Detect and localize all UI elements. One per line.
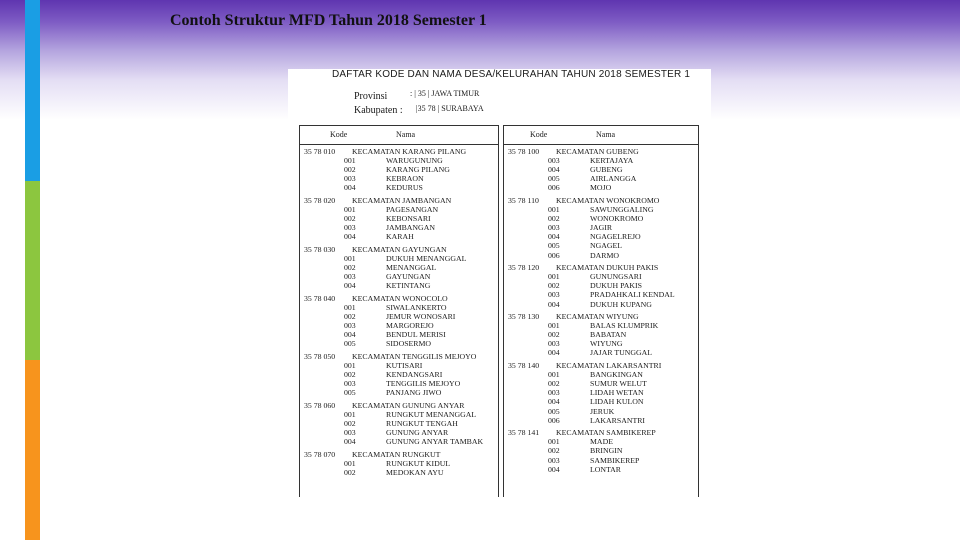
kecamatan-name: KECAMATAN GUNUNG ANYAR bbox=[352, 400, 465, 410]
village-code: 002 bbox=[344, 370, 356, 380]
village-row bbox=[300, 165, 498, 174]
village-name: SAWUNGGALING bbox=[590, 205, 654, 215]
village-row bbox=[504, 272, 698, 281]
village-name: SAMBIKEREP bbox=[590, 455, 640, 465]
village-row bbox=[504, 223, 698, 232]
village-name: MADE bbox=[590, 437, 613, 447]
village-code: 003 bbox=[548, 156, 560, 166]
village-row bbox=[504, 370, 698, 379]
village-row bbox=[504, 330, 698, 339]
kecamatan-row bbox=[300, 401, 498, 410]
village-code: 002 bbox=[548, 379, 560, 389]
village-code: 001 bbox=[548, 205, 560, 215]
kecamatan-row bbox=[300, 245, 498, 254]
village-row bbox=[504, 339, 698, 348]
village-row bbox=[504, 379, 698, 388]
nama-header: Nama bbox=[596, 130, 616, 139]
village-code: 004 bbox=[344, 183, 356, 193]
kecamatan-code: 35 78 141 bbox=[508, 428, 540, 438]
village-row bbox=[300, 428, 498, 437]
village-code: 002 bbox=[548, 330, 560, 340]
village-name: KEBONSARI bbox=[386, 214, 431, 224]
village-name: JEMUR WONOSARI bbox=[386, 312, 456, 322]
village-name: BENDUL MERISI bbox=[386, 330, 446, 340]
village-code: 006 bbox=[548, 415, 560, 425]
kecamatan-row bbox=[504, 428, 698, 437]
village-code: 005 bbox=[548, 241, 560, 251]
village-row bbox=[504, 300, 698, 309]
kecamatan-name: KECAMATAN TENGGILIS MEJOYO bbox=[352, 351, 477, 361]
village-row bbox=[504, 241, 698, 250]
kecamatan-name: KECAMATAN DUKUH PAKIS bbox=[556, 263, 659, 273]
village-code: 004 bbox=[344, 437, 356, 447]
village-row bbox=[300, 388, 498, 397]
village-row bbox=[504, 437, 698, 446]
village-code: 002 bbox=[344, 419, 356, 429]
kecamatan-name: KECAMATAN KARANG PILANG bbox=[352, 147, 467, 156]
village-code: 003 bbox=[548, 339, 560, 349]
kecamatan-code: 35 78 010 bbox=[304, 147, 336, 156]
village-row bbox=[300, 468, 498, 477]
village-code: 001 bbox=[344, 303, 356, 312]
village-code: 001 bbox=[344, 459, 356, 468]
village-row bbox=[300, 312, 498, 321]
village-name: RUNGKUT MENANGGAL bbox=[386, 410, 477, 420]
village-code: 003 bbox=[548, 455, 560, 465]
village-name: SUMUR WELUT bbox=[590, 379, 647, 389]
village-code: 003 bbox=[344, 174, 356, 184]
village-row bbox=[504, 348, 698, 357]
village-code: 003 bbox=[344, 223, 356, 233]
kabupaten-value: |35 78 | SURABAYA bbox=[416, 104, 484, 113]
village-code: 002 bbox=[344, 312, 356, 322]
village-row bbox=[300, 419, 498, 428]
kecamatan-code: 35 78 100 bbox=[508, 147, 540, 156]
village-name: DUKUH PAKIS bbox=[590, 281, 642, 291]
village-name: DUKUH KUPANG bbox=[590, 299, 652, 309]
village-row bbox=[300, 321, 498, 330]
document-heading: DAFTAR KODE DAN NAMA DESA/KELURAHAN TAHUN 2018 SEMESTER 1 bbox=[332, 69, 691, 80]
village-name: KARAH bbox=[386, 232, 414, 242]
village-code: 005 bbox=[548, 406, 560, 416]
kecamatan-row bbox=[300, 450, 498, 459]
village-name: SIDOSERMO bbox=[386, 339, 432, 349]
village-row bbox=[300, 272, 498, 281]
village-code: 002 bbox=[548, 281, 560, 291]
kecamatan-code: 35 78 020 bbox=[304, 195, 336, 205]
kecamatan-code: 35 78 070 bbox=[304, 449, 336, 459]
village-code: 004 bbox=[548, 299, 560, 309]
village-code: 004 bbox=[548, 397, 560, 407]
village-code: 003 bbox=[344, 321, 356, 331]
village-name: AIRLANGGA bbox=[590, 174, 637, 184]
kecamatan-row bbox=[300, 294, 498, 303]
right-column bbox=[503, 125, 699, 497]
village-row bbox=[300, 361, 498, 370]
village-row bbox=[504, 456, 698, 465]
document-image bbox=[288, 69, 711, 497]
village-name: JAMBANGAN bbox=[386, 223, 435, 233]
provinsi-value: : | 35 | JAWA TIMUR bbox=[410, 89, 480, 98]
village-name: MEDOKAN AYU bbox=[386, 468, 444, 478]
kecamatan-code: 35 78 130 bbox=[508, 312, 540, 322]
village-name: KUTISARI bbox=[386, 361, 423, 371]
village-name: KERTAJAYA bbox=[590, 156, 634, 166]
village-row bbox=[300, 437, 498, 446]
village-row bbox=[504, 388, 698, 397]
village-row bbox=[300, 214, 498, 223]
village-code: 002 bbox=[344, 214, 356, 224]
village-name: DARMO bbox=[590, 250, 620, 260]
village-row bbox=[300, 330, 498, 339]
accent-stripe-green bbox=[25, 181, 40, 360]
kecamatan-code: 35 78 040 bbox=[304, 293, 336, 303]
village-name: JERUK bbox=[590, 406, 615, 416]
village-name: MENANGGAL bbox=[386, 263, 437, 273]
village-code: 001 bbox=[344, 156, 356, 166]
kecamatan-row bbox=[504, 263, 698, 272]
village-name: PANJANG JIWO bbox=[386, 388, 442, 398]
accent-stripe-blue bbox=[25, 0, 40, 181]
village-row bbox=[300, 339, 498, 348]
village-row bbox=[300, 263, 498, 272]
village-row bbox=[504, 407, 698, 416]
village-row bbox=[300, 410, 498, 419]
village-name: KARANG PILANG bbox=[386, 165, 450, 175]
village-row bbox=[504, 446, 698, 455]
village-row bbox=[504, 183, 698, 192]
village-code: 003 bbox=[548, 290, 560, 300]
village-code: 004 bbox=[344, 232, 356, 242]
kecamatan-code: 35 78 030 bbox=[304, 244, 336, 254]
village-name: BANGKINGAN bbox=[590, 370, 643, 380]
village-name: BABATAN bbox=[590, 330, 627, 340]
village-name: GUBENG bbox=[590, 165, 623, 175]
village-row bbox=[300, 254, 498, 263]
kecamatan-code: 35 78 140 bbox=[508, 361, 540, 371]
kecamatan-name: KECAMATAN GUBENG bbox=[556, 147, 639, 156]
village-code: 001 bbox=[548, 321, 560, 331]
village-name: LAKARSANTRI bbox=[590, 415, 646, 425]
village-name: MOJO bbox=[590, 183, 612, 193]
village-name: WIYUNG bbox=[590, 339, 623, 349]
village-row bbox=[300, 281, 498, 290]
right-column-rows bbox=[504, 147, 698, 474]
village-code: 002 bbox=[344, 165, 356, 175]
village-code: 002 bbox=[344, 468, 356, 478]
village-code: 004 bbox=[548, 464, 560, 474]
slide-title: Contoh Struktur MFD Tahun 2018 Semester 1 bbox=[170, 12, 487, 29]
village-name: PAGESANGAN bbox=[386, 205, 439, 215]
village-code: 004 bbox=[344, 281, 356, 291]
village-code: 002 bbox=[548, 446, 560, 456]
village-name: NGAGELREJO bbox=[590, 232, 641, 242]
kecamatan-name: KECAMATAN WONOCOLO bbox=[352, 293, 448, 303]
village-code: 004 bbox=[548, 165, 560, 175]
village-row bbox=[300, 205, 498, 214]
village-row bbox=[504, 281, 698, 290]
village-row bbox=[300, 156, 498, 165]
village-row bbox=[300, 232, 498, 241]
village-row bbox=[300, 183, 498, 192]
village-row bbox=[504, 156, 698, 165]
kecamatan-name: KECAMATAN RUNGKUT bbox=[352, 449, 441, 459]
village-code: 004 bbox=[548, 232, 560, 242]
village-name: TENGGILIS MEJOYO bbox=[386, 379, 461, 389]
village-name: GUNUNGSARI bbox=[590, 272, 642, 282]
village-code: 003 bbox=[344, 379, 356, 389]
village-code: 001 bbox=[344, 254, 356, 264]
village-row bbox=[504, 416, 698, 425]
kecamatan-row bbox=[504, 147, 698, 156]
village-code: 003 bbox=[548, 223, 560, 233]
village-row bbox=[504, 290, 698, 299]
village-name: WARUGUNUNG bbox=[386, 156, 443, 166]
kecamatan-code: 35 78 110 bbox=[508, 195, 539, 205]
village-name: JAJAR TUNGGAL bbox=[590, 348, 653, 358]
kecamatan-name: KECAMATAN GAYUNGAN bbox=[352, 244, 447, 254]
kecamatan-code: 35 78 060 bbox=[304, 400, 336, 410]
kecamatan-row bbox=[300, 352, 498, 361]
village-code: 001 bbox=[344, 410, 356, 420]
village-name: PRADAHKALI KENDAL bbox=[590, 290, 675, 300]
village-code: 004 bbox=[344, 330, 356, 340]
village-name: GUNUNG ANYAR TAMBAK bbox=[386, 437, 484, 447]
kode-header: Kode bbox=[530, 130, 548, 139]
village-code: 003 bbox=[344, 428, 356, 438]
village-row bbox=[504, 397, 698, 406]
kode-header: Kode bbox=[330, 130, 348, 139]
village-row bbox=[504, 465, 698, 474]
village-name: WONOKROMO bbox=[590, 214, 644, 224]
village-name: KENDANGSARI bbox=[386, 370, 443, 380]
village-name: RUNGKUT KIDUL bbox=[386, 459, 451, 468]
village-name: KEBRAON bbox=[386, 174, 424, 184]
village-code: 001 bbox=[344, 361, 356, 371]
kecamatan-name: KECAMATAN JAMBANGAN bbox=[352, 195, 452, 205]
village-name: GUNUNG ANYAR bbox=[386, 428, 449, 438]
village-code: 002 bbox=[548, 214, 560, 224]
kecamatan-name: KECAMATAN WIYUNG bbox=[556, 312, 639, 322]
village-name: LIDAH WETAN bbox=[590, 388, 644, 398]
village-name: JAGIR bbox=[590, 223, 613, 233]
kecamatan-code: 35 78 050 bbox=[304, 351, 336, 361]
village-name: MARGOREJO bbox=[386, 321, 434, 331]
kecamatan-row bbox=[504, 312, 698, 321]
village-name: LONTAR bbox=[590, 464, 621, 474]
village-code: 004 bbox=[548, 348, 560, 358]
nama-header: Nama bbox=[396, 130, 416, 139]
village-name: SIWALANKERTO bbox=[386, 303, 447, 312]
left-column-header bbox=[300, 125, 498, 145]
village-row bbox=[300, 303, 498, 312]
village-code: 001 bbox=[548, 370, 560, 380]
village-code: 001 bbox=[548, 437, 560, 447]
village-code: 001 bbox=[548, 272, 560, 282]
village-code: 006 bbox=[548, 183, 560, 193]
village-name: BRINGIN bbox=[590, 446, 623, 456]
village-code: 005 bbox=[548, 174, 560, 184]
village-row bbox=[504, 251, 698, 260]
village-code: 005 bbox=[344, 339, 356, 349]
village-name: GAYUNGAN bbox=[386, 272, 431, 282]
village-row bbox=[504, 321, 698, 330]
village-code: 006 bbox=[548, 250, 560, 260]
village-row bbox=[504, 205, 698, 214]
kecamatan-row bbox=[504, 196, 698, 205]
kecamatan-row bbox=[300, 147, 498, 156]
village-code: 002 bbox=[344, 263, 356, 273]
village-row bbox=[300, 370, 498, 379]
village-row bbox=[504, 214, 698, 223]
village-name: KEDURUS bbox=[386, 183, 423, 193]
village-row bbox=[300, 379, 498, 388]
village-name: RUNGKUT TENGAH bbox=[386, 419, 458, 429]
village-row bbox=[300, 459, 498, 468]
village-name: NGAGEL bbox=[590, 241, 623, 251]
kecamatan-row bbox=[300, 196, 498, 205]
village-name: DUKUH MENANGGAL bbox=[386, 254, 467, 264]
village-code: 001 bbox=[344, 205, 356, 215]
kabupaten-label: Kabupaten : bbox=[354, 105, 403, 116]
right-column-header bbox=[504, 125, 698, 145]
kecamatan-name: KECAMATAN WONOKROMO bbox=[556, 195, 660, 205]
kecamatan-row bbox=[504, 361, 698, 370]
kecamatan-name: KECAMATAN LAKARSANTRI bbox=[556, 361, 662, 371]
left-column bbox=[299, 125, 499, 497]
village-name: KETINTANG bbox=[386, 281, 431, 291]
kecamatan-name: KECAMATAN SAMBIKEREP bbox=[556, 428, 656, 438]
village-name: LIDAH KULON bbox=[590, 397, 644, 407]
village-code: 003 bbox=[548, 388, 560, 398]
village-code: 005 bbox=[344, 388, 356, 398]
village-row bbox=[300, 174, 498, 183]
kecamatan-code: 35 78 120 bbox=[508, 263, 540, 273]
village-name: BALAS KLUMPRIK bbox=[590, 321, 659, 331]
village-code: 003 bbox=[344, 272, 356, 282]
left-column-rows bbox=[300, 147, 498, 477]
village-row bbox=[300, 223, 498, 232]
accent-stripe-orange bbox=[25, 360, 40, 540]
provinsi-label: Provinsi bbox=[354, 91, 388, 102]
village-row bbox=[504, 174, 698, 183]
village-row bbox=[504, 232, 698, 241]
village-row bbox=[504, 165, 698, 174]
